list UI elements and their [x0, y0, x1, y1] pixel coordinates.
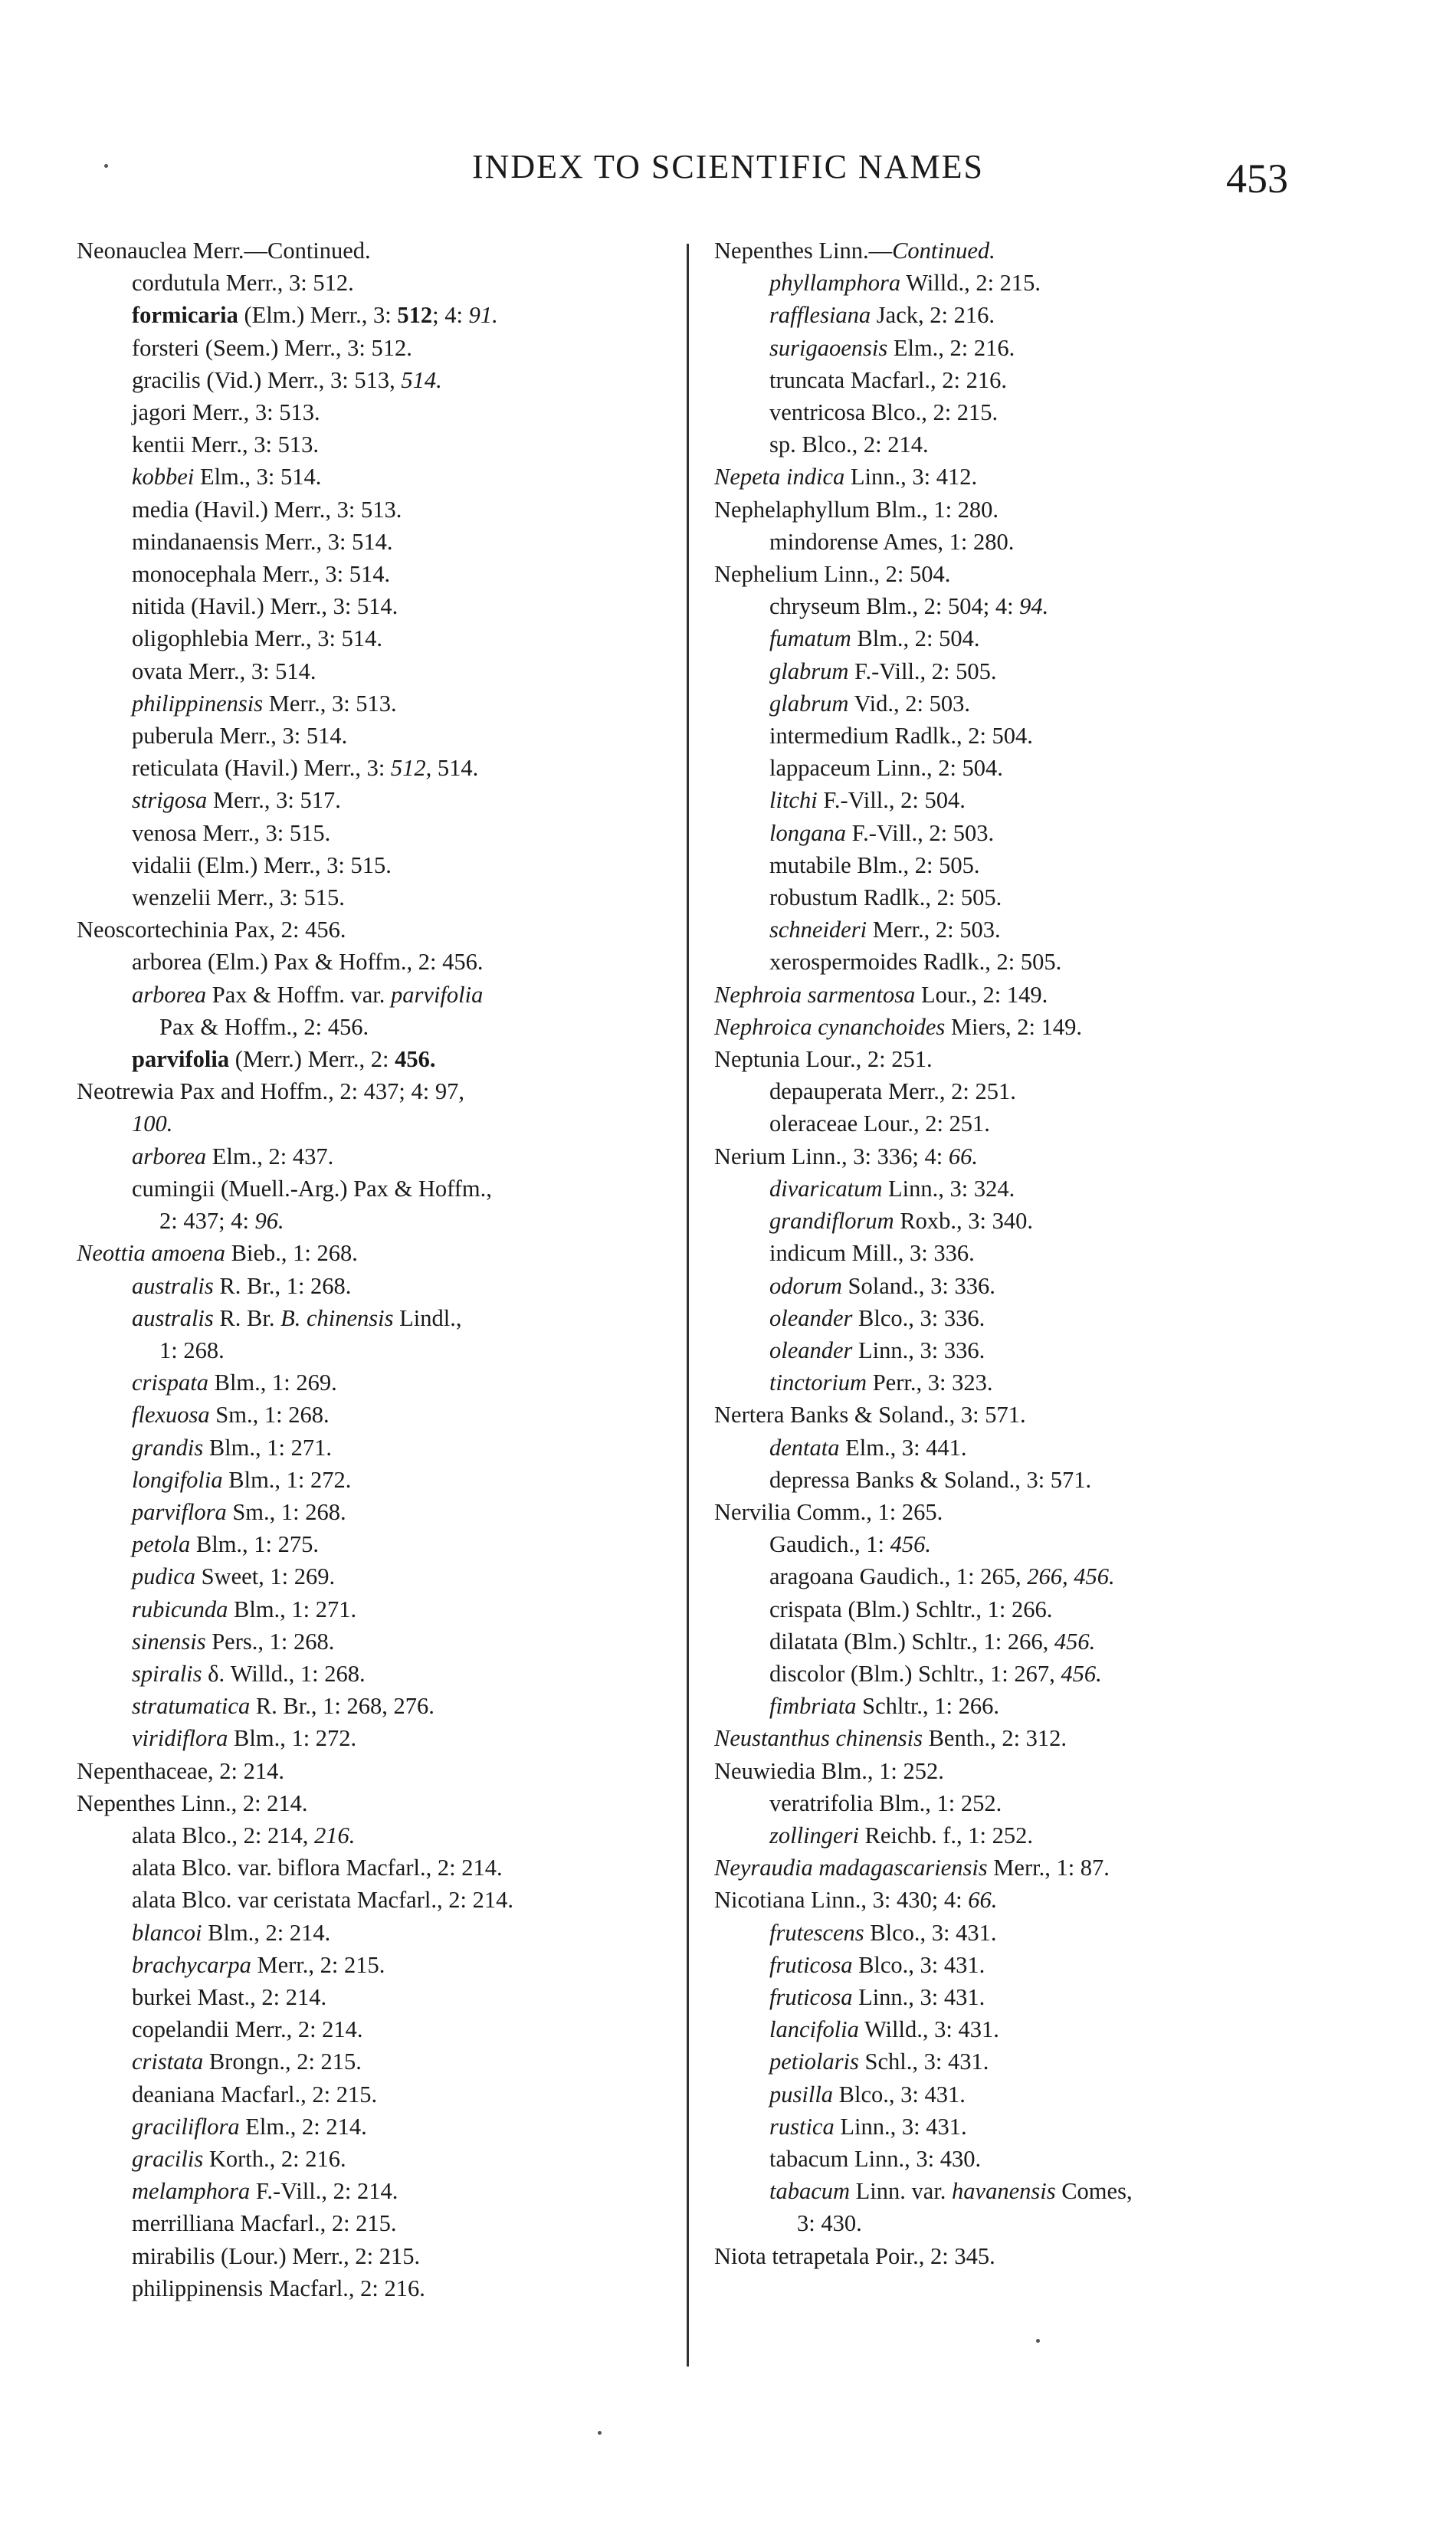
- index-entry: burkei Mast., 2: 214.: [132, 1983, 327, 2010]
- index-entry: gracilis (Vid.) Merr., 3: 513, 514.: [132, 366, 442, 393]
- index-entry: melamphora F.-Vill., 2: 214.: [132, 2178, 398, 2205]
- index-entry: reticulata (Havil.) Merr., 3: 512, 514.: [132, 755, 479, 782]
- index-column-left: [77, 235, 679, 2304]
- index-entry: mindorense Ames, 1: 280.: [769, 528, 1015, 555]
- index-entry: Neyraudia madagascariensis Merr., 1: 87.: [714, 1855, 1110, 1881]
- index-entry: depressa Banks & Soland., 3: 571.: [769, 1466, 1092, 1493]
- index-entry: media (Havil.) Merr., 3: 513.: [132, 496, 402, 523]
- index-entry: phyllamphora Willd., 2: 215.: [769, 270, 1041, 297]
- index-entry: merrilliana Macfarl., 2: 215.: [132, 2210, 397, 2237]
- index-entry: mutabile Blm., 2: 505.: [769, 851, 980, 878]
- index-entry: alata Blco., 2: 214, 216.: [132, 1822, 356, 1848]
- index-entry: Nerium Linn., 3: 336; 4: 66.: [714, 1143, 978, 1169]
- index-entry: arborea Elm., 2: 437.: [132, 1143, 334, 1169]
- index-entry: monocephala Merr., 3: 514.: [132, 561, 391, 588]
- index-entry: Neustanthus chinensis Benth., 2: 312.: [714, 1725, 1067, 1752]
- index-entry: discolor (Blm.) Schltr., 1: 267, 456.: [769, 1660, 1102, 1687]
- index-entry: crispata Blm., 1: 269.: [132, 1369, 337, 1396]
- index-entry: Neptunia Lour., 2: 251.: [714, 1046, 933, 1073]
- index-entry: blancoi Blm., 2: 214.: [132, 1919, 331, 1946]
- index-entry: crispata (Blm.) Schltr., 1: 266.: [769, 1596, 1053, 1622]
- index-entry: mirabilis (Lour.) Merr., 2: 215.: [132, 2242, 421, 2269]
- index-entry: tabacum Linn. var. havanensis Comes,: [769, 2178, 1133, 2205]
- index-entry: lappaceum Linn., 2: 504.: [769, 755, 1003, 782]
- index-entry: chryseum Blm., 2: 504; 4: 94.: [769, 593, 1049, 620]
- index-entry: strigosa Merr., 3: 517.: [132, 787, 341, 814]
- index-entry: Neuwiedia Blm., 1: 252.: [714, 1757, 944, 1784]
- index-entry: Neotrewia Pax and Hoffm., 2: 437; 4: 97,: [77, 1078, 464, 1105]
- index-entry: arborea (Elm.) Pax & Hoffm., 2: 456.: [132, 949, 484, 976]
- index-entry: Pax & Hoffm., 2: 456.: [159, 1013, 369, 1040]
- index-entry: cumingii (Muell.-Arg.) Pax & Hoffm.,: [132, 1175, 492, 1202]
- index-entry: Neonauclea Merr.—Continued.: [77, 238, 371, 264]
- index-entry: schneideri Merr., 2: 503.: [769, 917, 1001, 943]
- index-entry: longifolia Blm., 1: 272.: [132, 1466, 352, 1493]
- index-entry: truncata Macfarl., 2: 216.: [769, 366, 1007, 393]
- index-entry: petiolaris Schl., 3: 431.: [769, 2048, 989, 2075]
- index-entry: Nepenthes Linn., 2: 214.: [77, 1789, 308, 1816]
- index-entry: xerospermoides Radlk., 2: 505.: [769, 949, 1062, 976]
- index-entry: Nepenthaceae, 2: 214.: [77, 1757, 284, 1784]
- index-entry: Nephroica cynanchoides Miers, 2: 149.: [714, 1013, 1083, 1040]
- index-entry: parviflora Sm., 1: 268.: [132, 1498, 346, 1525]
- index-entry: zollingeri Reichb. f., 1: 252.: [769, 1822, 1033, 1848]
- index-entry: Nervilia Comm., 1: 265.: [714, 1498, 943, 1525]
- index-entry: Nepeta indica Linn., 3: 412.: [714, 464, 978, 490]
- index-entry: mindanaensis Merr., 3: 514.: [132, 528, 393, 555]
- index-entry: grandiflorum Roxb., 3: 340.: [769, 1208, 1034, 1235]
- index-entry: formicaria (Elm.) Merr., 3: 512; 4: 91.: [132, 302, 498, 329]
- index-entry: oleraceae Lour., 2: 251.: [769, 1110, 990, 1137]
- index-entry: Nephelium Linn., 2: 504.: [714, 561, 951, 588]
- index-entry: oleander Linn., 3: 336.: [769, 1337, 985, 1363]
- index-entry: kentii Merr., 3: 513.: [132, 431, 319, 458]
- index-entry: kobbei Elm., 3: 514.: [132, 464, 322, 490]
- index-entry: tinctorium Perr., 3: 323.: [769, 1369, 993, 1396]
- scan-speck: [1036, 2339, 1040, 2343]
- index-entry: 100.: [132, 1110, 173, 1137]
- index-entry: rafflesiana Jack, 2: 216.: [769, 302, 995, 329]
- index-entry: depauperata Merr., 2: 251.: [769, 1078, 1016, 1105]
- index-entry: sp. Blco., 2: 214.: [769, 431, 929, 458]
- index-entry: alata Blco. var. biflora Macfarl., 2: 214.: [132, 1855, 503, 1881]
- index-entry: venosa Merr., 3: 515.: [132, 819, 331, 846]
- index-entry: fumatum Blm., 2: 504.: [769, 625, 980, 652]
- index-entry: puberula Merr., 3: 514.: [132, 723, 348, 750]
- index-entry: philippinensis Macfarl., 2: 216.: [132, 2275, 425, 2301]
- index-entry: Nicotiana Linn., 3: 430; 4: 66.: [714, 1887, 998, 1914]
- index-entry: Gaudich., 1: 456.: [769, 1531, 931, 1558]
- index-entry: Nephroia sarmentosa Lour., 2: 149.: [714, 981, 1048, 1008]
- index-entry: dilatata (Blm.) Schltr., 1: 266, 456.: [769, 1628, 1096, 1655]
- index-entry: cristata Brongn., 2: 215.: [132, 2048, 362, 2075]
- index-entry: jagori Merr., 3: 513.: [132, 399, 320, 426]
- scan-speck: [104, 164, 108, 168]
- index-entry: flexuosa Sm., 1: 268.: [132, 1402, 330, 1429]
- index-entry: aragoana Gaudich., 1: 265, 266, 456.: [769, 1563, 1115, 1590]
- index-entry: Niota tetrapetala Poir., 2: 345.: [714, 2242, 995, 2269]
- index-entry: indicum Mill., 3: 336.: [769, 1240, 975, 1267]
- index-entry: ovata Merr., 3: 514.: [132, 658, 316, 684]
- index-entry: 1: 268.: [159, 1337, 225, 1363]
- index-entry: forsteri (Seem.) Merr., 3: 512.: [132, 334, 412, 361]
- index-entry: viridiflora Blm., 1: 272.: [132, 1725, 357, 1752]
- index-entry: fimbriata Schltr., 1: 266.: [769, 1693, 999, 1720]
- index-entry: robustum Radlk., 2: 505.: [769, 884, 1002, 911]
- page-header-title: INDEX TO SCIENTIFIC NAMES: [471, 148, 985, 185]
- index-entry: odorum Soland., 3: 336.: [769, 1272, 995, 1299]
- index-entry: grandis Blm., 1: 271.: [132, 1434, 332, 1461]
- index-entry: longana F.-Vill., 2: 503.: [769, 819, 995, 846]
- index-entry: spiralis δ. Willd., 1: 268.: [132, 1660, 366, 1687]
- index-entry: lancifolia Willd., 3: 431.: [769, 2016, 999, 2043]
- index-entry: Nertera Banks & Soland., 3: 571.: [714, 1402, 1026, 1429]
- scan-speck: [598, 2431, 602, 2435]
- index-entry: ventricosa Blco., 2: 215.: [769, 399, 999, 426]
- index-entry: alata Blco. var ceristata Macfarl., 2: 214.: [132, 1887, 513, 1914]
- index-entry: petola Blm., 1: 275.: [132, 1531, 320, 1558]
- index-entry: glabrum F.-Vill., 2: 505.: [769, 658, 997, 684]
- column-divider: [687, 244, 689, 2367]
- index-column-right: [714, 235, 1312, 2272]
- index-entry: Nepenthes Linn.—Continued.: [714, 238, 995, 264]
- index-entry: Nephelaphyllum Blm., 1: 280.: [714, 496, 999, 523]
- index-entry: glabrum Vid., 2: 503.: [769, 690, 970, 717]
- index-entry: surigaoensis Elm., 2: 216.: [769, 334, 1015, 361]
- index-entry: vidalii (Elm.) Merr., 3: 515.: [132, 851, 392, 878]
- index-entry: fruticosa Blco., 3: 431.: [769, 1951, 985, 1978]
- index-entry: intermedium Radlk., 2: 504.: [769, 723, 1033, 750]
- index-entry: gracilis Korth., 2: 216.: [132, 2145, 346, 2172]
- index-entry: rubicunda Blm., 1: 271.: [132, 1596, 357, 1622]
- index-entry: parvifolia (Merr.) Merr., 2: 456.: [132, 1046, 436, 1073]
- index-entry: Neoscortechinia Pax, 2: 456.: [77, 917, 346, 943]
- index-entry: veratrifolia Blm., 1: 252.: [769, 1789, 1002, 1816]
- index-entry: fruticosa Linn., 3: 431.: [769, 1983, 985, 2010]
- index-entry: dentata Elm., 3: 441.: [769, 1434, 967, 1461]
- index-entry: australis R. Br., 1: 268.: [132, 1272, 352, 1299]
- index-entry: pudica Sweet, 1: 269.: [132, 1563, 336, 1590]
- index-entry: graciliflora Elm., 2: 214.: [132, 2113, 367, 2140]
- index-entry: copelandii Merr., 2: 214.: [132, 2016, 363, 2043]
- index-entry: 3: 430.: [797, 2210, 862, 2237]
- index-entry: sinensis Pers., 1: 268.: [132, 1628, 335, 1655]
- index-entry: wenzelii Merr., 3: 515.: [132, 884, 345, 911]
- index-entry: australis R. Br. B. chinensis Lindl.,: [132, 1304, 462, 1331]
- page-number: 453: [1226, 156, 1288, 202]
- index-entry: tabacum Linn., 3: 430.: [769, 2145, 982, 2172]
- index-entry: pusilla Blco., 3: 431.: [769, 2081, 966, 2108]
- index-entry: nitida (Havil.) Merr., 3: 514.: [132, 593, 398, 620]
- index-entry: rustica Linn., 3: 431.: [769, 2113, 967, 2140]
- index-entry: cordutula Merr., 3: 512.: [132, 270, 354, 297]
- index-entry: oleander Blco., 3: 336.: [769, 1304, 985, 1331]
- index-entry: deaniana Macfarl., 2: 215.: [132, 2081, 378, 2108]
- index-entry: litchi F.-Vill., 2: 504.: [769, 787, 966, 814]
- index-entry: philippinensis Merr., 3: 513.: [132, 690, 397, 717]
- index-entry: 2: 437; 4: 96.: [159, 1208, 284, 1235]
- index-entry: divaricatum Linn., 3: 324.: [769, 1175, 1015, 1202]
- index-entry: Neottia amoena Bieb., 1: 268.: [77, 1240, 358, 1267]
- index-entry: frutescens Blco., 3: 431.: [769, 1919, 997, 1946]
- index-entry: arborea Pax & Hoffm. var. parvifolia: [132, 981, 484, 1008]
- index-entry: stratumatica R. Br., 1: 268, 276.: [132, 1693, 435, 1720]
- index-entry: oligophlebia Merr., 3: 514.: [132, 625, 382, 652]
- index-entry: brachycarpa Merr., 2: 215.: [132, 1951, 385, 1978]
